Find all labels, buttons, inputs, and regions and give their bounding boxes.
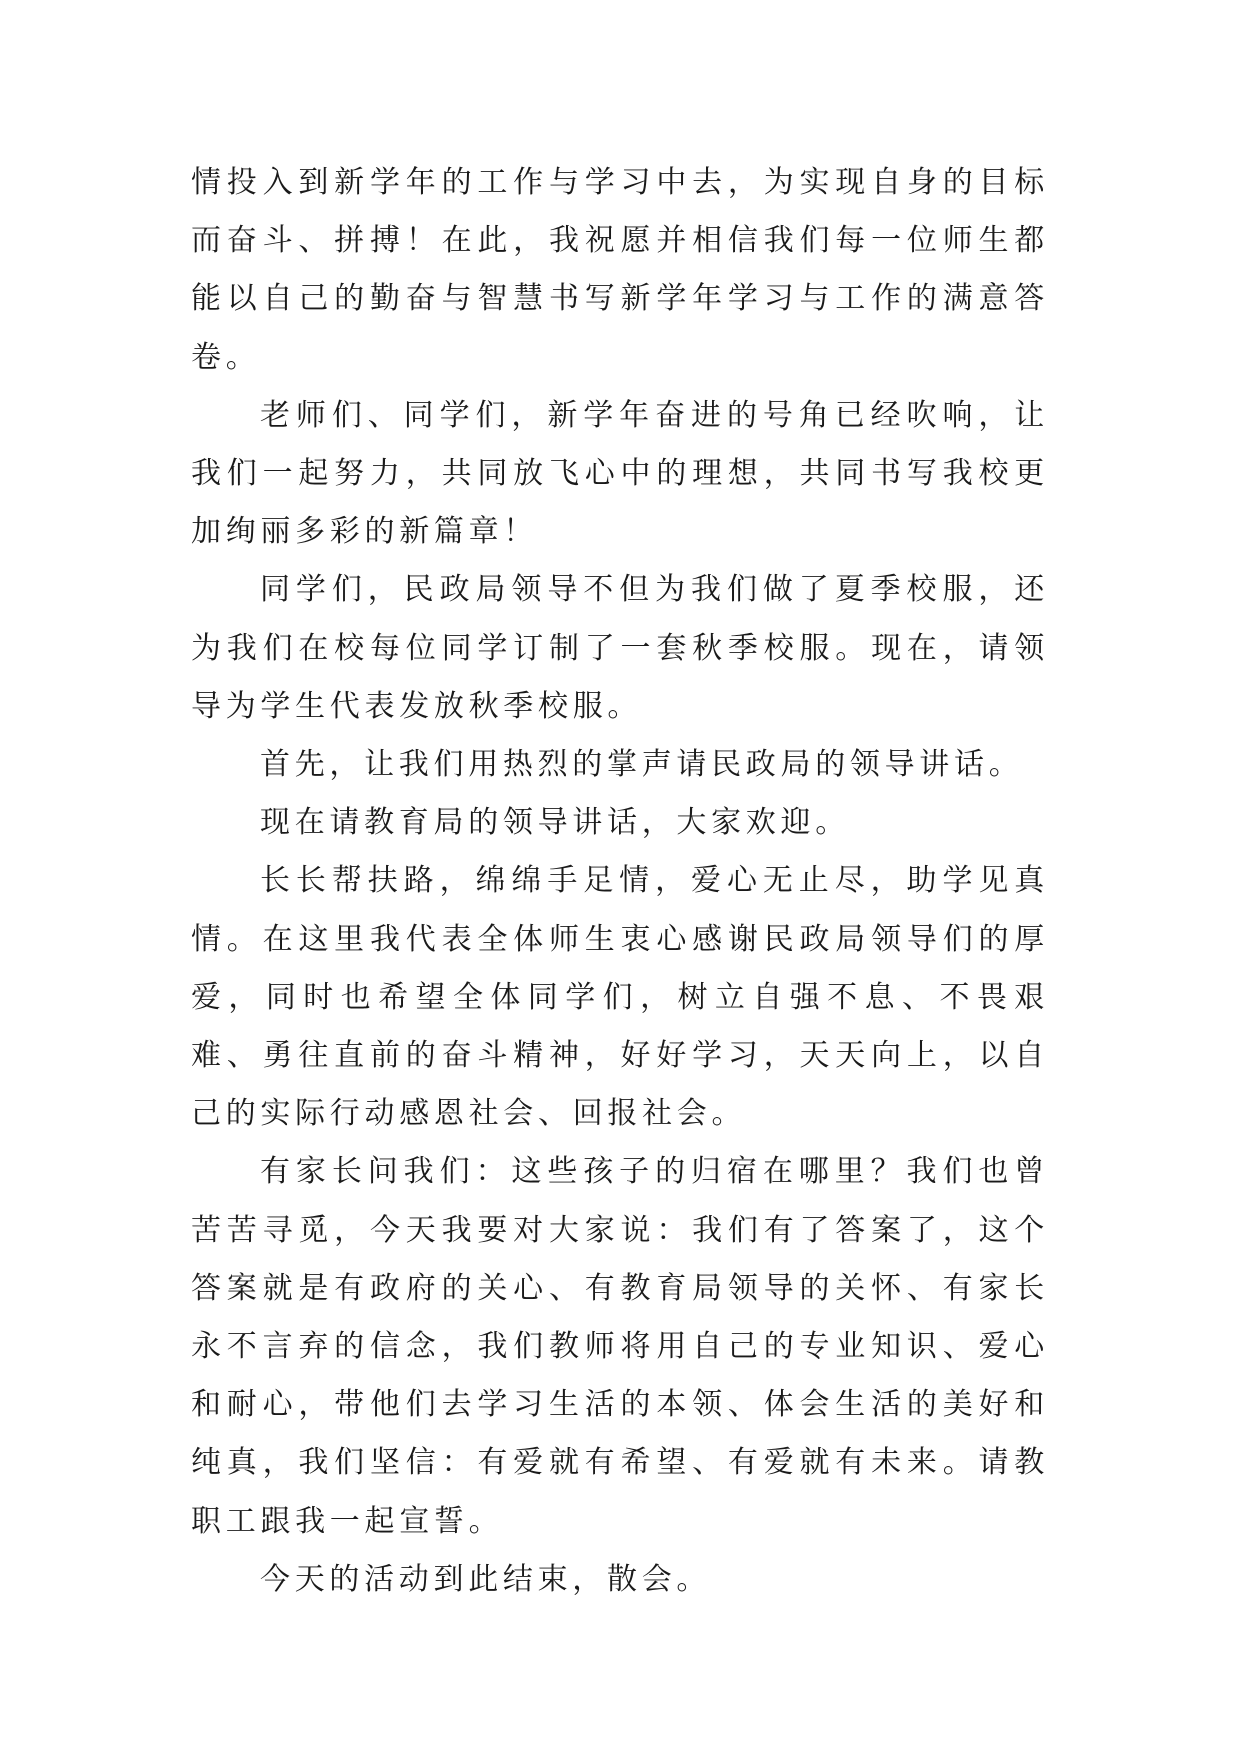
paragraph-1: 情投入到新学年的工作与学习中去，为实现自身的目标而奋斗、拼搏！在此，我祝愿并相信我们每一位师生都能以自己的勤奋与智慧书写新学年学习与工作的满意答卷。 (191, 165, 1049, 375)
paragraph-7: 有家长问我们：这些孩子的归宿在哪里？我们也曾苦苦寻觅，今天我要对大家说：我们有了答案了，这个答案就是有政府的关心、有教育局领导的关怀、有家长永不言弃的信念，我们教师将用自己的专业知识、爱心和耐心，带他们去学习生活的本领、体会生活的美好和纯真，我们坚信：有爱就有希望、有爱就有未来。请教职工跟我一起宣誓。 (191, 1154, 1049, 1539)
paragraph-4: 首先，让我们用热烈的掌声请民政局的领导讲话。 (260, 747, 1024, 783)
paragraph-2: 老师们、同学们，新学年奋进的号角已经吹响，让我们一起努力，共同放飞心中的理想，共同书写我校更加绚丽多彩的新篇章！ (191, 397, 1049, 550)
paragraph-8: 今天的活动到此结束，散会。 (260, 1561, 712, 1597)
paragraph-6: 长长帮扶路，绵绵手足情，爱心无止尽，助学见真情。在这里我代表全体师生衷心感谢民政局领导们的厚爱，同时也希望全体同学们，树立自强不息、不畏艰难、勇往直前的奋斗精神，好好学习，天天向上，以自己的实际行动感恩社会、回报社会。 (191, 863, 1049, 1132)
document-body (191, 154, 1049, 1609)
paragraph-5: 现在请教育局的领导讲话，大家欢迎。 (260, 805, 850, 841)
paragraph-3: 同学们，民政局领导不但为我们做了夏季校服，还为我们在校每位同学订制了一套秋季校服。现在，请领导为学生代表发放秋季校服。 (191, 572, 1049, 724)
